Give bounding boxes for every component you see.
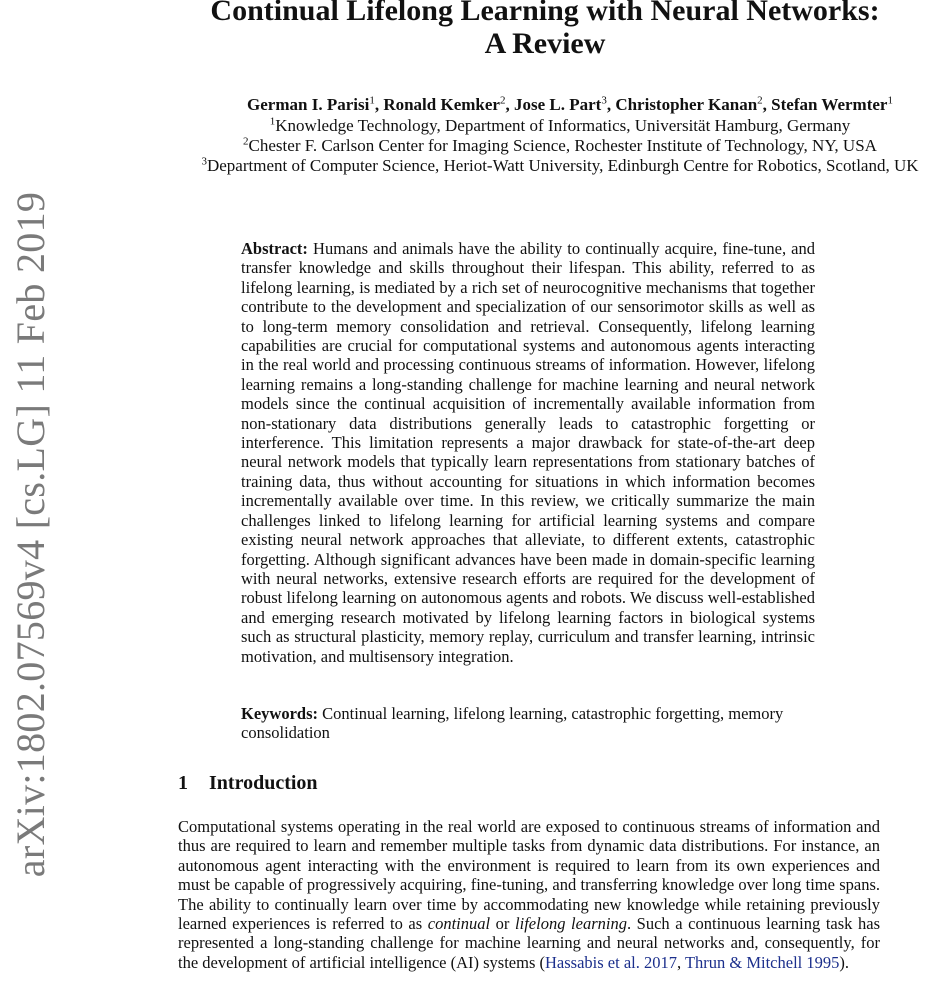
author-list bbox=[175, 94, 950, 116]
intro-text: Computational systems operating in the real world are exposed to continuous streams of information and thus are required to learn and remember multiple tasks from dynamic data distributions. For instance, an autonomous agent interacting with the environment is required to learn from its own experiences and must be capable of progressively acquiring, fine-tuning, and transferring knowledge over long time spans. The ability to continually learn over time by accommodating new knowledge while retaining previously learned experiences is referred to as bbox=[178, 817, 880, 934]
intro-term: continual bbox=[427, 914, 491, 934]
affiliation-text: Knowledge Technology, Department of Informatics, Universität Hamburg, Germany bbox=[275, 116, 851, 135]
affiliation bbox=[180, 156, 940, 176]
citation-link[interactable]: Thrun & Mitchell 1995 bbox=[684, 952, 840, 972]
affiliation bbox=[180, 136, 940, 156]
section-title: Introduction bbox=[209, 772, 318, 794]
author-name: Stefan Wermter bbox=[771, 95, 888, 114]
keywords-label: Keywords: bbox=[241, 704, 318, 723]
section-heading-introduction bbox=[178, 771, 318, 795]
author-name: Christopher Kanan bbox=[615, 95, 758, 114]
keywords-text: Continual learning, lifelong learning, catastrophic forgetting, memory consolidation bbox=[241, 704, 784, 743]
author-affiliation-mark: 1 bbox=[887, 94, 893, 107]
affiliation-mark: 3 bbox=[201, 155, 207, 168]
author-affiliation-mark: 1 bbox=[369, 94, 375, 107]
keywords bbox=[241, 704, 815, 743]
affiliation-mark: 1 bbox=[269, 115, 276, 128]
author-name: Ronald Kemker bbox=[383, 95, 500, 114]
author-name: Jose L. Part bbox=[513, 95, 602, 114]
author-name: German I. Parisi bbox=[247, 95, 370, 114]
intro-term: lifelong learning bbox=[515, 914, 627, 934]
author-separator: , bbox=[374, 95, 384, 114]
paper-title bbox=[160, 0, 930, 60]
author-affiliation-mark: 2 bbox=[499, 94, 506, 107]
abstract-text: Humans and animals have the ability to continually acquire, fine-tune, and transfer knowledge and skills throughout their lifespan. This ability, referred to as lifelong learning, is mediated by a rich set of neurocognitive mechanisms that together contribute to the development and specialization of our sensorimotor skills as well as to long-term memory consolidation and retrieval. Consequently, lifelong learning capabilities are crucial for computational systems and autonomous agents interacting in the real world and processing continuous streams of information. However, lifelong learning remains a long-standing challenge for machine learning and neural network models since the continual acquisition of incrementally available information from non-stationary data distributions generally leads to catastrophic forgetting or interference. This limitation represents a major drawback for state-of-the-art deep neural network models that typically learn representations from stationary batches of training data, thus without accounting for situations in which information becomes incrementally available over time. In this review, we critically summarize the main challenges linked to lifelong learning for artificial learning systems and compare existing neural network approaches that alleviate, to different extents, catastrophic forgetting. Although significant advances have been made in domain-specific learning with neural networks, extensive research efforts are required for the development of robust lifelong learning on autonomous agents and robots. We discuss well-established and emerging research motivated by lifelong learning factors in biological systems such as structural plasticity, memory replay, curriculum and transfer learning, intrinsic motivation, and multisensory integration. bbox=[241, 239, 816, 666]
author-separator: , bbox=[762, 95, 772, 114]
section-number: 1 bbox=[178, 772, 188, 794]
intro-text: ). bbox=[839, 952, 850, 972]
abstract-label: Abstract: bbox=[241, 239, 308, 258]
affiliation-text: Chester F. Carlson Center for Imaging Science, Rochester Institute of Technology, NY, USA bbox=[248, 136, 877, 155]
arxiv-identifier-stamp bbox=[8, 191, 54, 877]
author-separator: , bbox=[505, 95, 514, 114]
arxiv-identifier-text: arXiv:1802.07569v4 [cs.LG] 11 Feb 2019 bbox=[8, 191, 54, 877]
affiliation-list bbox=[180, 116, 940, 176]
affiliation-mark: 2 bbox=[243, 135, 249, 148]
introduction-paragraph bbox=[178, 817, 880, 972]
affiliation-text: Department of Computer Science, Heriot-Watt University, Edinburgh Centre for Robotics, Scotland, UK bbox=[206, 156, 919, 175]
author-separator: , bbox=[606, 95, 616, 114]
title-line-1: Continual Lifelong Learning with Neural Networks: bbox=[210, 0, 880, 27]
title-line-2: A Review bbox=[484, 27, 606, 60]
author-affiliation-mark: 2 bbox=[757, 94, 763, 107]
intro-text: or bbox=[490, 914, 516, 934]
intro-text: . Such a continuous learning task has represented a long-standing challenge for machine learning and neural networks and, consequently, for the development of artificial intelligence (AI) systems ( bbox=[178, 914, 881, 972]
citation-separator: , bbox=[676, 952, 685, 972]
abstract bbox=[241, 239, 815, 666]
citation-link[interactable]: Hassabis et al. 2017 bbox=[545, 952, 677, 972]
affiliation bbox=[180, 116, 940, 136]
author-affiliation-mark: 3 bbox=[601, 94, 607, 107]
